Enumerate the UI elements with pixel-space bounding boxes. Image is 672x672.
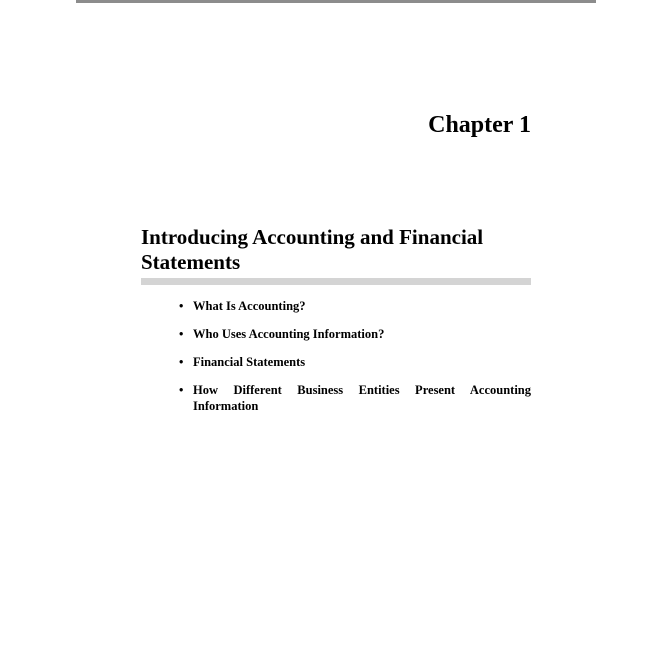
bullet-icon: •: [179, 355, 184, 369]
bullet-icon: •: [179, 327, 184, 341]
list-item: [179, 298, 531, 314]
topic-text: Who Uses Accounting Information?: [193, 327, 385, 341]
list-item: [179, 382, 531, 414]
list-item: [179, 326, 531, 342]
topic-text: What Is Accounting?: [193, 299, 306, 313]
chapter-title: Introducing Accounting and Financial Statements: [141, 225, 484, 274]
top-rule-divider: [76, 0, 596, 3]
list-item: [179, 354, 531, 370]
topic-text: Financial Statements: [193, 355, 306, 369]
topic-list: [179, 298, 531, 426]
bullet-icon: •: [179, 299, 184, 313]
chapter-number: Chapter 1: [428, 112, 531, 138]
title-underline-bar: [141, 278, 531, 285]
topic-text: How Different Business Entities Present Accounting Information: [193, 383, 531, 413]
bullet-icon: •: [179, 383, 184, 397]
